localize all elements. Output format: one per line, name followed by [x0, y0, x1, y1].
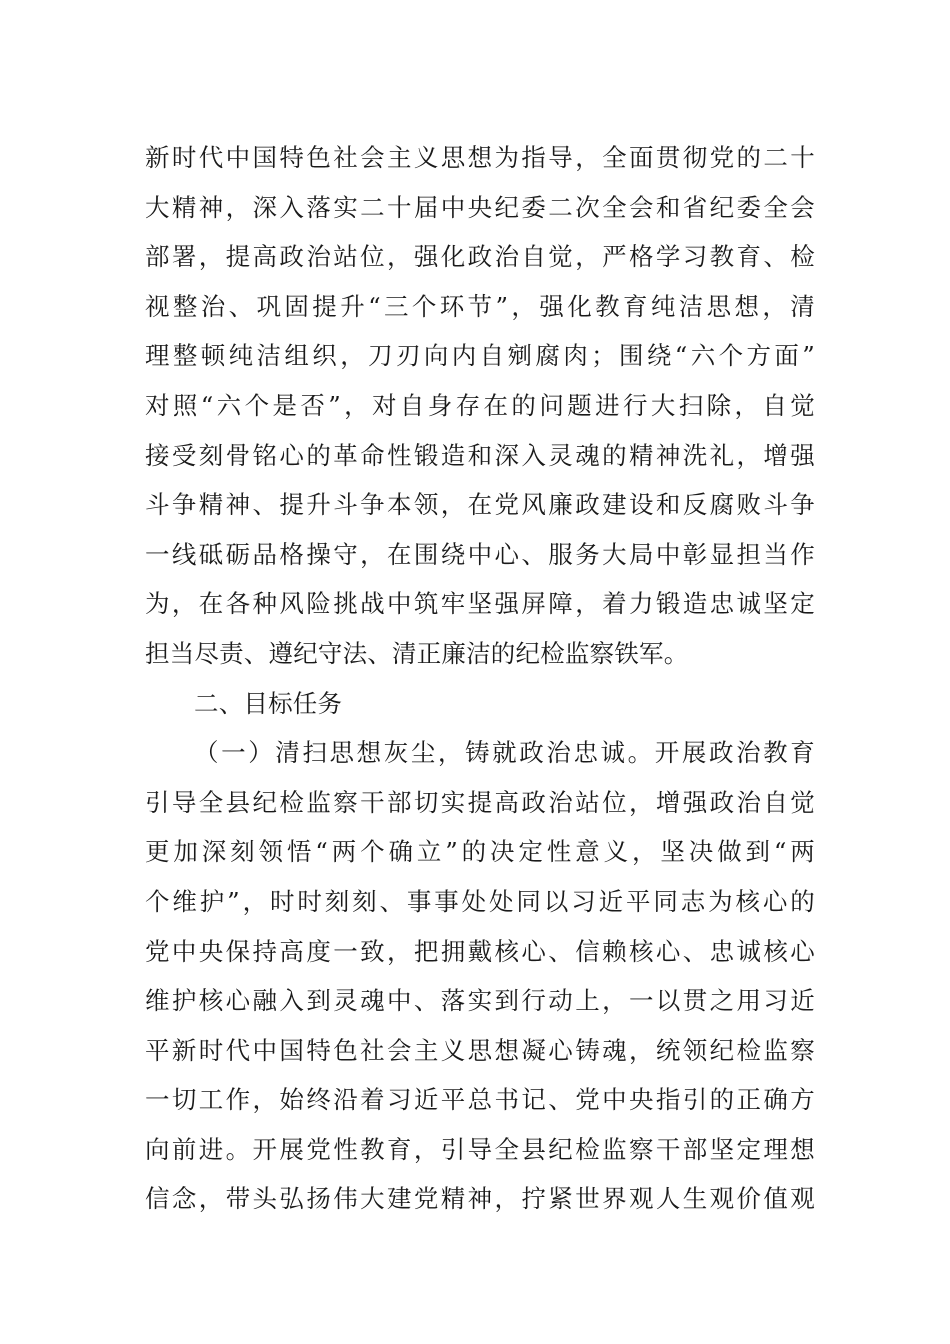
section-heading: 二、目标任务	[194, 688, 343, 718]
paragraph-line: 一线砥砺品格操守，在围绕中心、服务大局中彰显担当作	[145, 539, 815, 569]
paragraph-line: 更加深刻领悟“两个确立”的决定性意义，坚决做到“两	[145, 837, 815, 867]
section-heading-goals	[145, 679, 815, 729]
paragraph-line: 党中央保持高度一致，把拥戴核心、信赖核心、忠诚核心	[145, 936, 815, 966]
paragraph-line: 新时代中国特色社会主义思想为指导，全面贯彻党的二十	[145, 143, 815, 172]
paragraph-line: 理整顿纯洁组织，刀刃向内自剜腐肉；围绕“六个方面”	[145, 341, 815, 371]
paragraph-line: 接受刻骨铭心的革命性锻造和深入灵魂的精神洗礼，增强	[145, 440, 815, 470]
paragraph-line: 视整治、巩固提升“三个环节”，强化教育纯洁思想，清	[145, 291, 815, 321]
paragraph-line: 平新时代中国特色社会主义思想凝心铸魂，统领纪检监察	[145, 1035, 815, 1065]
paragraph-line: 一切工作，始终沿着习近平总书记、党中央指引的正确方	[145, 1085, 815, 1115]
paragraph-line: 斗争精神、提升斗争本领，在党风廉政建设和反腐败斗争	[145, 490, 815, 520]
paragraph-line: 信念，带头弘扬伟大建党精神，拧紧世界观人生观价值观	[145, 1184, 815, 1214]
paragraph-line: 个维护”，时时刻刻、事事处处同以习近平同志为核心的	[145, 886, 815, 916]
paragraph-guiding-ideology	[145, 133, 815, 679]
paragraph-line: 部署，提高政治站位，强化政治自觉，严格学习教育、检	[145, 242, 815, 272]
paragraph-line: 向前进。开展党性教育，引导全县纪检监察干部坚定理想	[145, 1134, 815, 1164]
paragraph-line: 担当尽责、遵纪守法、清正廉洁的纪检监察铁军。	[145, 638, 689, 668]
paragraph-political-loyalty	[145, 728, 815, 1224]
document-body	[145, 133, 815, 1224]
paragraph-line: 大精神，深入落实二十届中央纪委二次全会和省纪委全会	[145, 192, 815, 222]
paragraph-line: 维护核心融入到灵魂中、落实到行动上，一以贯之用习近	[145, 986, 815, 1016]
paragraph-line: 对照“六个是否”，对自身存在的问题进行大扫除，自觉	[145, 390, 815, 420]
paragraph-line: 为，在各种风险挑战中筑牢坚强屏障，着力锻造忠诚坚定	[145, 589, 815, 619]
paragraph-line: 引导全县纪检监察干部切实提高政治站位，增强政治自觉	[145, 787, 815, 817]
paragraph-line: （一）清扫思想灰尘，铸就政治忠诚。开展政治教育	[194, 738, 815, 768]
